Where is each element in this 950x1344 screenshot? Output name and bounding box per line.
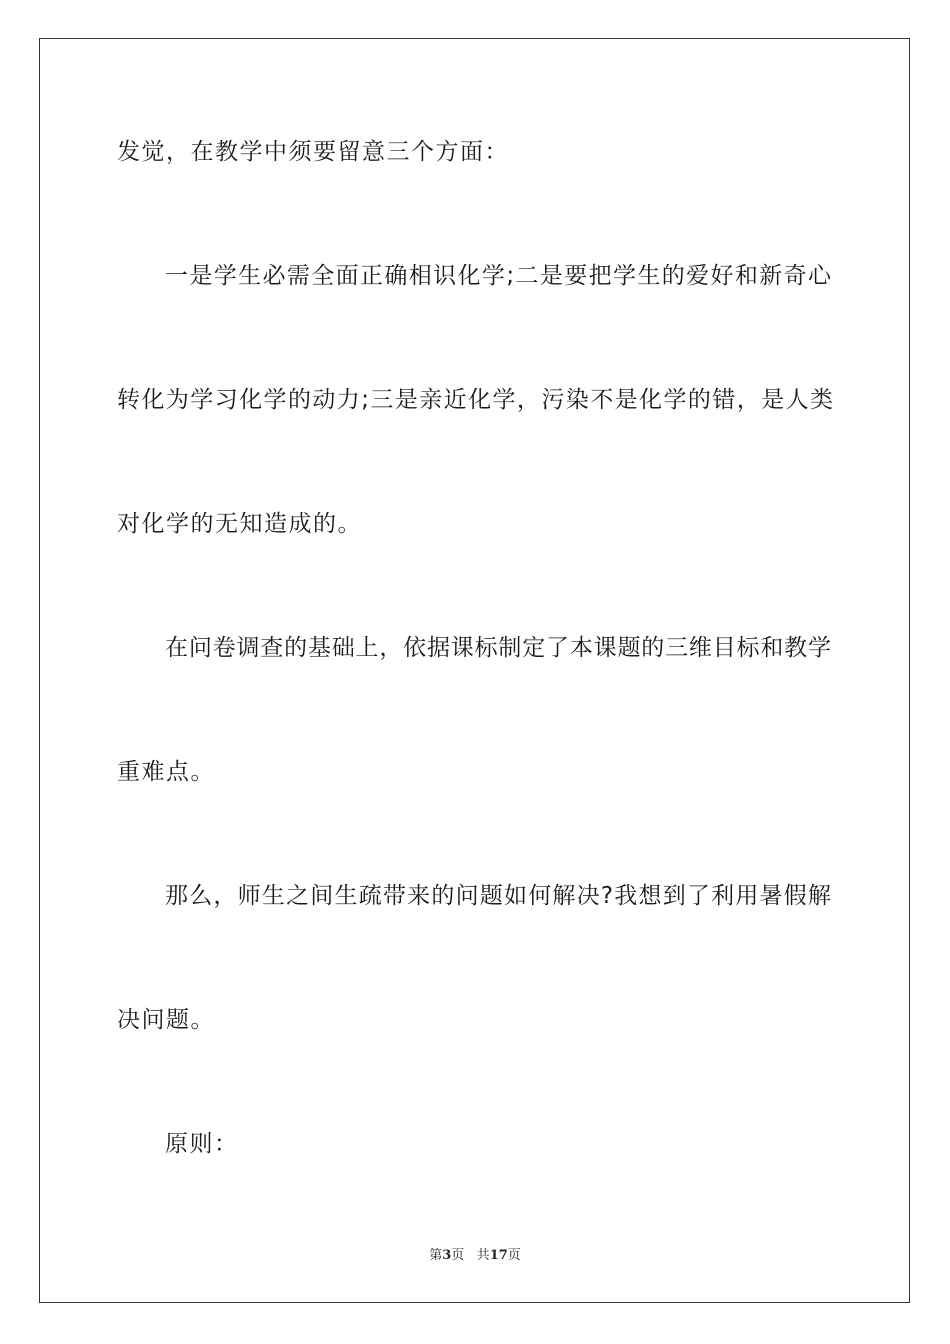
footer-total-pages: 17	[489, 1248, 508, 1263]
paragraph-line-8: 决问题。	[117, 1007, 215, 1033]
footer-total-suffix: 页	[507, 1248, 521, 1263]
footer-page-suffix: 页	[451, 1248, 465, 1263]
paragraph-line-7: 那么，师生之间生疏带来的问题如何解决?我想到了利用暑假解	[165, 883, 831, 909]
paragraph-line-2: 一是学生必需全面正确相识化学;二是要把学生的爱好和新奇心	[165, 263, 831, 289]
page-border	[39, 38, 910, 1303]
footer-page-number: 3	[442, 1248, 452, 1263]
paragraph-line-4: 对化学的无知造成的。	[117, 511, 362, 537]
paragraph-line-9: 原则：	[165, 1131, 239, 1157]
paragraph-line-1: 发觉，在教学中须要留意三个方面：	[117, 139, 509, 165]
page-footer	[0, 1247, 950, 1265]
footer-page-prefix: 第	[429, 1248, 443, 1263]
paragraph-line-5: 在问卷调查的基础上，依据课标制定了本课题的三维目标和教学	[165, 635, 831, 661]
paragraph-line-3: 转化为学习化学的动力;三是亲近化学，污染不是化学的错，是人类	[117, 387, 833, 413]
paragraph-line-6: 重难点。	[117, 759, 215, 785]
footer-total-prefix: 共	[476, 1248, 490, 1263]
